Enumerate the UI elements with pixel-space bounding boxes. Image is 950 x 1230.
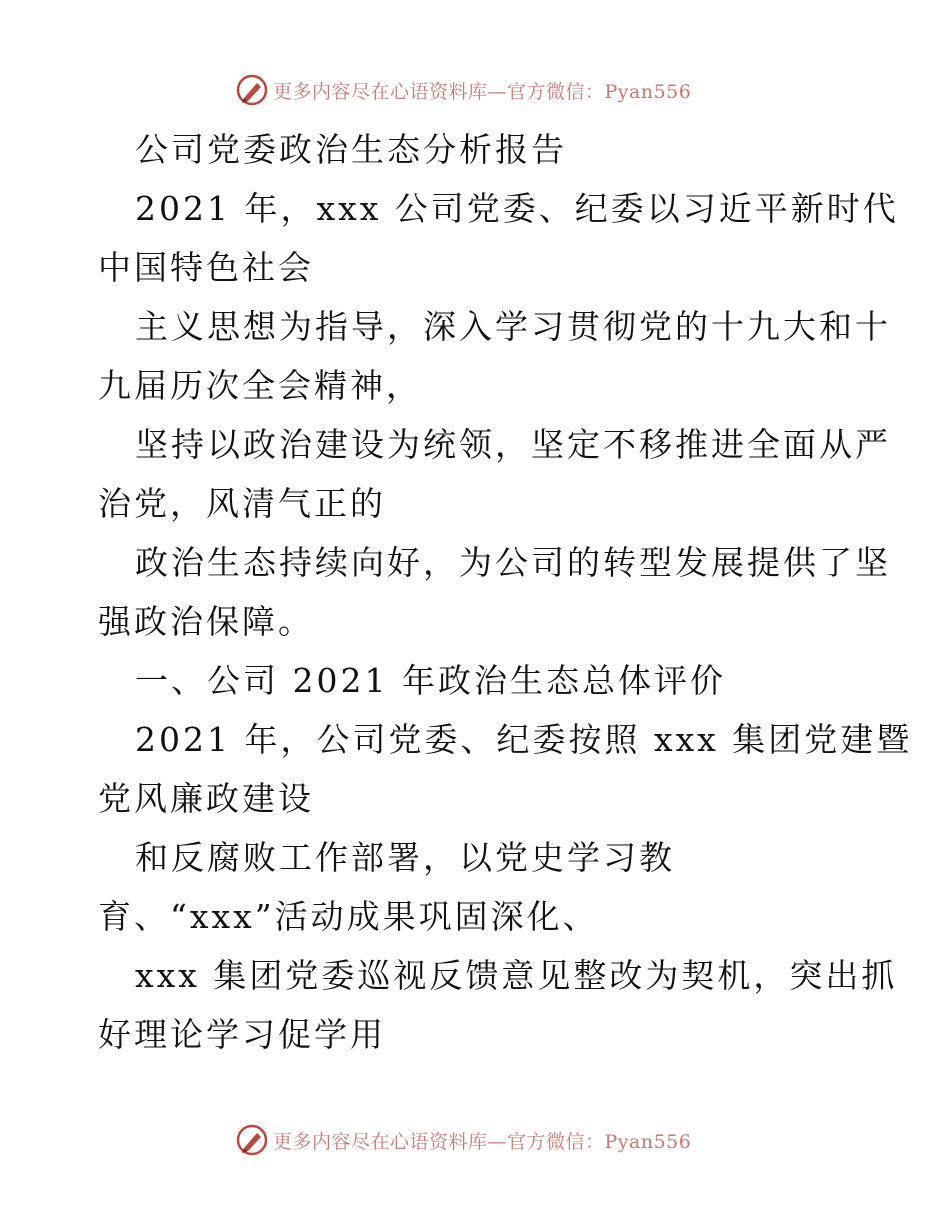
section-heading: 一、公司 2021 年政治生态总体评价 bbox=[135, 661, 726, 700]
paragraph-line: 坚持以政治建设为统领，坚定不移推进全面从严 bbox=[135, 425, 891, 464]
watermark-banner-bottom bbox=[235, 1122, 691, 1158]
paragraph-line: 2021 年，xxx 公司党委、纪委以习近平新时代 bbox=[135, 189, 899, 228]
watermark-text: 更多内容尽在心语资料库—官方微信：Pyan556 bbox=[273, 80, 692, 103]
paragraph-line: 九届历次全会精神， bbox=[98, 366, 422, 405]
pen-logo-icon bbox=[235, 1123, 269, 1157]
paragraph-line: 育、“xxx”活动成果巩固深化、 bbox=[98, 897, 599, 936]
paragraph-line: 强政治保障。 bbox=[98, 602, 314, 641]
pen-logo-icon bbox=[235, 73, 269, 107]
watermark-text: 更多内容尽在心语资料库—官方微信：Pyan556 bbox=[273, 1130, 692, 1153]
watermark-banner-top bbox=[235, 72, 691, 108]
paragraph-line: 政治生态持续向好，为公司的转型发展提供了坚 bbox=[135, 543, 891, 582]
paragraph-line: xxx 集团党委巡视反馈意见整改为契机，突出抓 bbox=[135, 956, 898, 995]
paragraph-line: 好理论学习促学用 bbox=[98, 1015, 386, 1054]
paragraph-line: 党风廉政建设 bbox=[98, 779, 314, 818]
paragraph-line: 治党，风清气正的 bbox=[98, 484, 386, 523]
document-body bbox=[98, 120, 913, 1064]
document-title: 公司党委政治生态分析报告 bbox=[135, 130, 567, 169]
paragraph-line: 和反腐败工作部署，以党史学习教 bbox=[135, 838, 675, 877]
paragraph-line: 主义思想为指导，深入学习贯彻党的十九大和十 bbox=[135, 307, 891, 346]
paragraph-line: 2021 年，公司党委、纪委按照 xxx 集团党建暨 bbox=[135, 720, 913, 759]
paragraph-line: 中国特色社会 bbox=[98, 248, 314, 287]
